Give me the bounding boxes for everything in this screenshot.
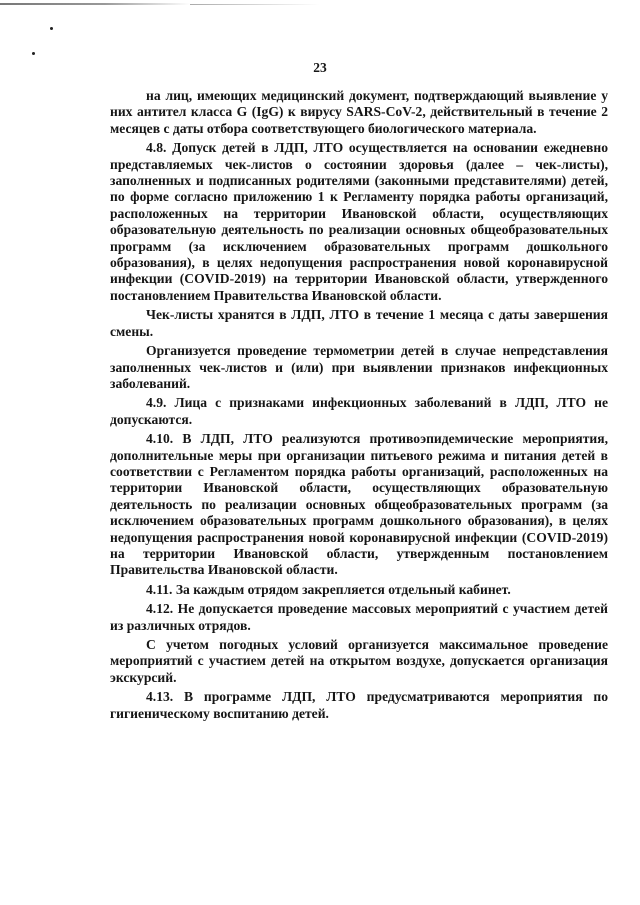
scan-artifact-line-faint [190, 4, 320, 5]
paragraph-4-8: 4.8. Допуск детей в ЛДП, ЛТО осуществляется на основании ежедневно представляемых чек-листов о состоянии здоровья (далее – чек-листы), заполненных и подписанных родителями (законными представителями) детей, по форме согласно приложению 1 к Регламенту порядка работы организаций, расположенных на территории Ивановской области, осуществляющих образовательную деятельность по реализации основных общеобразовательных программ (за исключением образовательных программ дошкольного образования), в целях недопущения распространения новой коронавирусной инфекции (COVID-2019) на территории Ивановской области, утвержденного постановлением Правительства Ивановской области. [110, 140, 608, 303]
paragraph-4-9: 4.9. Лица с признаками инфекционных заболеваний в ЛДП, ЛТО не допускаются. [110, 395, 608, 427]
paragraph-checklists-storage: Чек-листы хранятся в ЛДП, ЛТО в течение 1 месяца с даты завершения смены. [110, 307, 608, 339]
paragraph-4-10: 4.10. В ЛДП, ЛТО реализуются противоэпидемические мероприятия, дополнительные меры при организации питьевого режима и питания детей в соответствии с Регламентом порядка работы организаций, расположенных на территории Ивановской области, осуществляющих образовательную деятельность по реализации основных общеобразовательных программ (за исключением образовательных программ дошкольного образования), в целях недопущения распространения новой коронавирусной инфекции (COVID-2019) на территории Ивановской области, утвержденным постановлением Правительства Ивановской области. [110, 431, 608, 578]
document-body [110, 88, 608, 725]
paragraph-4-11: 4.11. За каждым отрядом закрепляется отдельный кабинет. [146, 581, 511, 597]
paragraph-weather: С учетом погодных условий организуется максимальное проведение мероприятий с участием детей на открытом воздухе, допускается организация экскурсий. [110, 637, 608, 685]
paragraph-4-13: 4.13. В программе ЛДП, ЛТО предусматриваются мероприятия по гигиеническому воспитанию детей. [110, 689, 608, 721]
paragraph-continuation: на лиц, имеющих медицинский документ, подтверждающий выявление у них антител класса G (IgG) к вирусу SARS-CoV-2, действительный в течение 2 месяцев с даты отбора соответствующего биологического материала. [110, 88, 608, 136]
paragraph-thermometry: Организуется проведение термометрии детей в случае непредставления заполненных чек-листов и (или) при выявлении признаков инфекционных заболеваний. [110, 343, 608, 391]
scan-artifact-dot [32, 52, 35, 55]
page-number: 23 [313, 60, 327, 75]
scan-artifact-line [0, 3, 190, 5]
scan-artifact-dot [50, 27, 53, 30]
paragraph-4-12: 4.12. Не допускается проведение массовых мероприятий с участием детей из различных отрядов. [110, 601, 608, 633]
